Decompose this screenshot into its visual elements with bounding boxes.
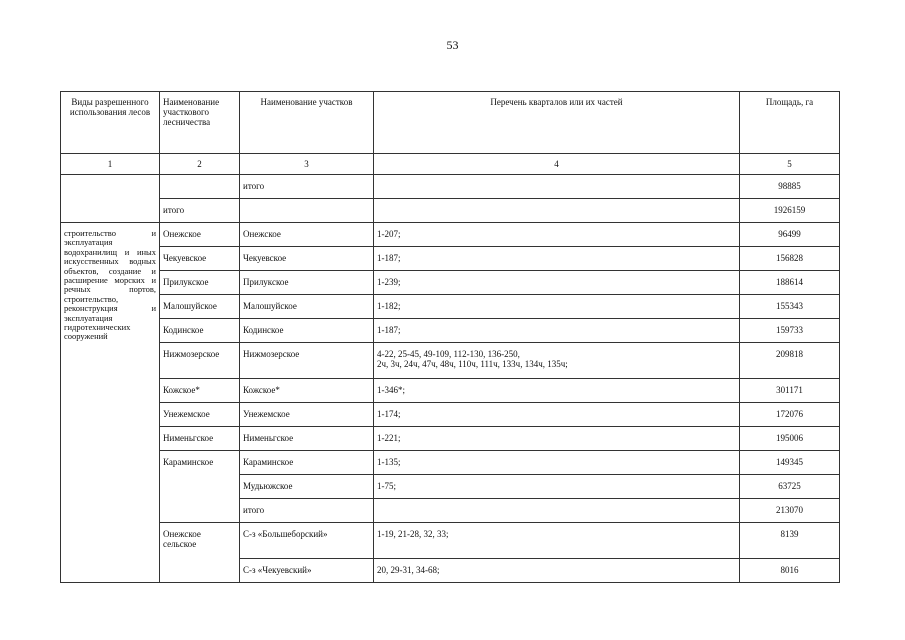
quarters-cell: 1-207; [374, 223, 740, 247]
district-cell: Онежское сельское [160, 523, 240, 583]
quarters-cell: 1-174; [374, 403, 740, 427]
site-cell: Нименьгское [240, 427, 374, 451]
use-type-cell: строительство и эксплуатация водохранилищ и иных искусственных водных объектов, создание и расширение морских и речных портов, строительство, реконструкция и эксплуатация гидротехнических сооружений [61, 223, 160, 583]
column-number: 5 [740, 154, 840, 175]
site-cell: Нижмозерское [240, 343, 374, 379]
site-cell: Караминское [240, 451, 374, 475]
district-cell: Чекуевское [160, 247, 240, 271]
site-cell: итого [240, 499, 374, 523]
site-cell: Кожское* [240, 379, 374, 403]
column-number: 3 [240, 154, 374, 175]
area-cell: 96499 [740, 223, 840, 247]
site-cell: Унежемское [240, 403, 374, 427]
header-quarters: Перечень кварталов или их частей [374, 92, 740, 154]
quarters-cell [374, 199, 740, 223]
site-cell: Мудьюжское [240, 475, 374, 499]
area-cell: 155343 [740, 295, 840, 319]
area-cell: 195006 [740, 427, 840, 451]
district-cell: Нименьгское [160, 427, 240, 451]
site-cell: Чекуевское [240, 247, 374, 271]
table-row [61, 247, 840, 271]
column-number: 4 [374, 154, 740, 175]
site-cell: С-з «Чекуевский» [240, 559, 374, 583]
table-row [61, 199, 840, 223]
site-cell: итого [240, 175, 374, 199]
site-cell [240, 199, 374, 223]
area-cell: 159733 [740, 319, 840, 343]
table-row [61, 319, 840, 343]
site-cell: С-з «Большеборский» [240, 523, 374, 559]
area-cell: 98885 [740, 175, 840, 199]
area-cell: 209818 [740, 343, 840, 379]
area-cell: 188614 [740, 271, 840, 295]
column-number: 1 [61, 154, 160, 175]
quarters-cell [374, 175, 740, 199]
header-district: Наименование участкового лесничества [160, 92, 240, 154]
quarters-cell: 1-19, 21-28, 32, 33; [374, 523, 740, 559]
site-cell: Малошуйское [240, 295, 374, 319]
column-number-row [61, 154, 840, 175]
quarters-cell: 4-22, 25-45, 49-109, 112-130, 136-250, 2ч, 3ч, 24ч, 47ч, 48ч, 110ч, 111ч, 133ч, 134ч, 135ч; [374, 343, 740, 379]
quarters-cell: 1-187; [374, 247, 740, 271]
area-cell: 8016 [740, 559, 840, 583]
table-row [61, 223, 840, 247]
site-cell: Кодинское [240, 319, 374, 343]
quarters-cell: 1-75; [374, 475, 740, 499]
district-cell: Онежское [160, 223, 240, 247]
district-cell: Кожское* [160, 379, 240, 403]
table-row [61, 343, 840, 379]
area-cell: 1926159 [740, 199, 840, 223]
district-cell: Унежемское [160, 403, 240, 427]
district-cell: Кодинское [160, 319, 240, 343]
page-number: 53 [446, 38, 459, 52]
table-row [61, 427, 840, 451]
area-cell: 63725 [740, 475, 840, 499]
district-cell: итого [160, 199, 240, 223]
table-row [61, 523, 840, 559]
area-cell: 213070 [740, 499, 840, 523]
table-row [61, 451, 840, 475]
quarters-cell: 1-221; [374, 427, 740, 451]
area-cell: 149345 [740, 451, 840, 475]
district-cell: Прилукское [160, 271, 240, 295]
quarters-cell: 1-182; [374, 295, 740, 319]
site-cell: Онежское [240, 223, 374, 247]
site-cell: Прилукское [240, 271, 374, 295]
use-type-cell [61, 175, 160, 223]
table-row [61, 175, 840, 199]
table-header-row [61, 92, 840, 154]
column-number: 2 [160, 154, 240, 175]
district-cell: Нижмозерское [160, 343, 240, 379]
quarters-cell: 1-135; [374, 451, 740, 475]
table-row [61, 295, 840, 319]
header-area: Площадь, га [740, 92, 840, 154]
quarters-cell: 1-239; [374, 271, 740, 295]
header-site: Наименование участков [240, 92, 374, 154]
area-cell: 8139 [740, 523, 840, 559]
table-row [61, 271, 840, 295]
area-cell: 172076 [740, 403, 840, 427]
quarters-cell: 20, 29-31, 34-68; [374, 559, 740, 583]
quarters-cell: 1-346*; [374, 379, 740, 403]
table-row [61, 403, 840, 427]
district-cell: Малошуйское [160, 295, 240, 319]
area-cell: 156828 [740, 247, 840, 271]
quarters-cell [374, 499, 740, 523]
area-cell: 301171 [740, 379, 840, 403]
table-row [61, 379, 840, 403]
quarters-cell: 1-187; [374, 319, 740, 343]
forest-use-table [60, 91, 840, 583]
district-cell [160, 175, 240, 199]
district-cell: Караминское [160, 451, 240, 523]
header-use-type: Виды разрешенного использования лесов [61, 92, 160, 154]
